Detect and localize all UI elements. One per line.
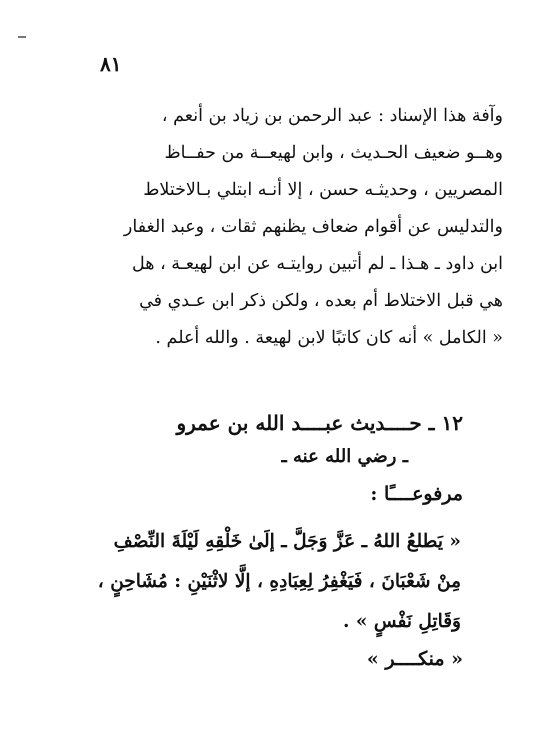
commentary-paragraph: [63, 98, 503, 357]
paragraph-line: « الكامل » أنه كان كاتبًا لابن لهيعة . والله أعلم .: [155, 328, 503, 348]
hadith-line: مِنْ شَعْبَانَ ، فَيَغْفِرُ لِعِبَادِهِ ، إلَّا لاثْنَيْنِ : مُشَاحِنٍ ،: [97, 571, 461, 592]
hadith-heading-sub: ـ رضي الله عنه ـ: [281, 446, 408, 467]
paragraph-line: وهــو ضعيف الحـديث ، وابن لهيعــة من حفــاظ: [164, 143, 503, 163]
scan-mark: [18, 36, 26, 38]
page-number: ٨١: [100, 52, 122, 76]
paragraph-line: والتدليس عن أقوام ضعاف يظنهم ثقات ، وعبد الغفار: [123, 217, 503, 237]
hadith-line: « يَطلعُ اللهُ ـ عَزَّ وَجَلَّ ـ إلَىٰ خَلْقِهِ لَيْلَةَ النِّصْفِ: [113, 531, 461, 552]
hadith-heading: ١٢ ـ حــــديث عبــــد الله بن عمرو: [176, 411, 463, 435]
marfu-label: مرفوعــــًا :: [370, 483, 463, 505]
hadith-verdict: « منكــــر »: [366, 648, 463, 670]
paragraph-line: المصريين ، وحديثـه حسن ، إلا أنـه ابتلي بـالاختلاط: [143, 180, 503, 200]
paragraph-line: ابن داود ـ هـذا ـ لم أتبين روايتـه عن ابن لهيعـة ، هل: [132, 254, 503, 274]
hadith-text: [51, 522, 461, 642]
hadith-line: وَقَاتِلِ نَفْسٍ » .: [343, 611, 461, 632]
paragraph-line: وآفة هذا الإسناد : عبد الرحمن بن زياد بن أنعم ،: [161, 106, 503, 126]
paragraph-line: هي قبل الاختلاط أم بعده ، ولكن ذكر ابن عـدي في: [139, 291, 503, 311]
